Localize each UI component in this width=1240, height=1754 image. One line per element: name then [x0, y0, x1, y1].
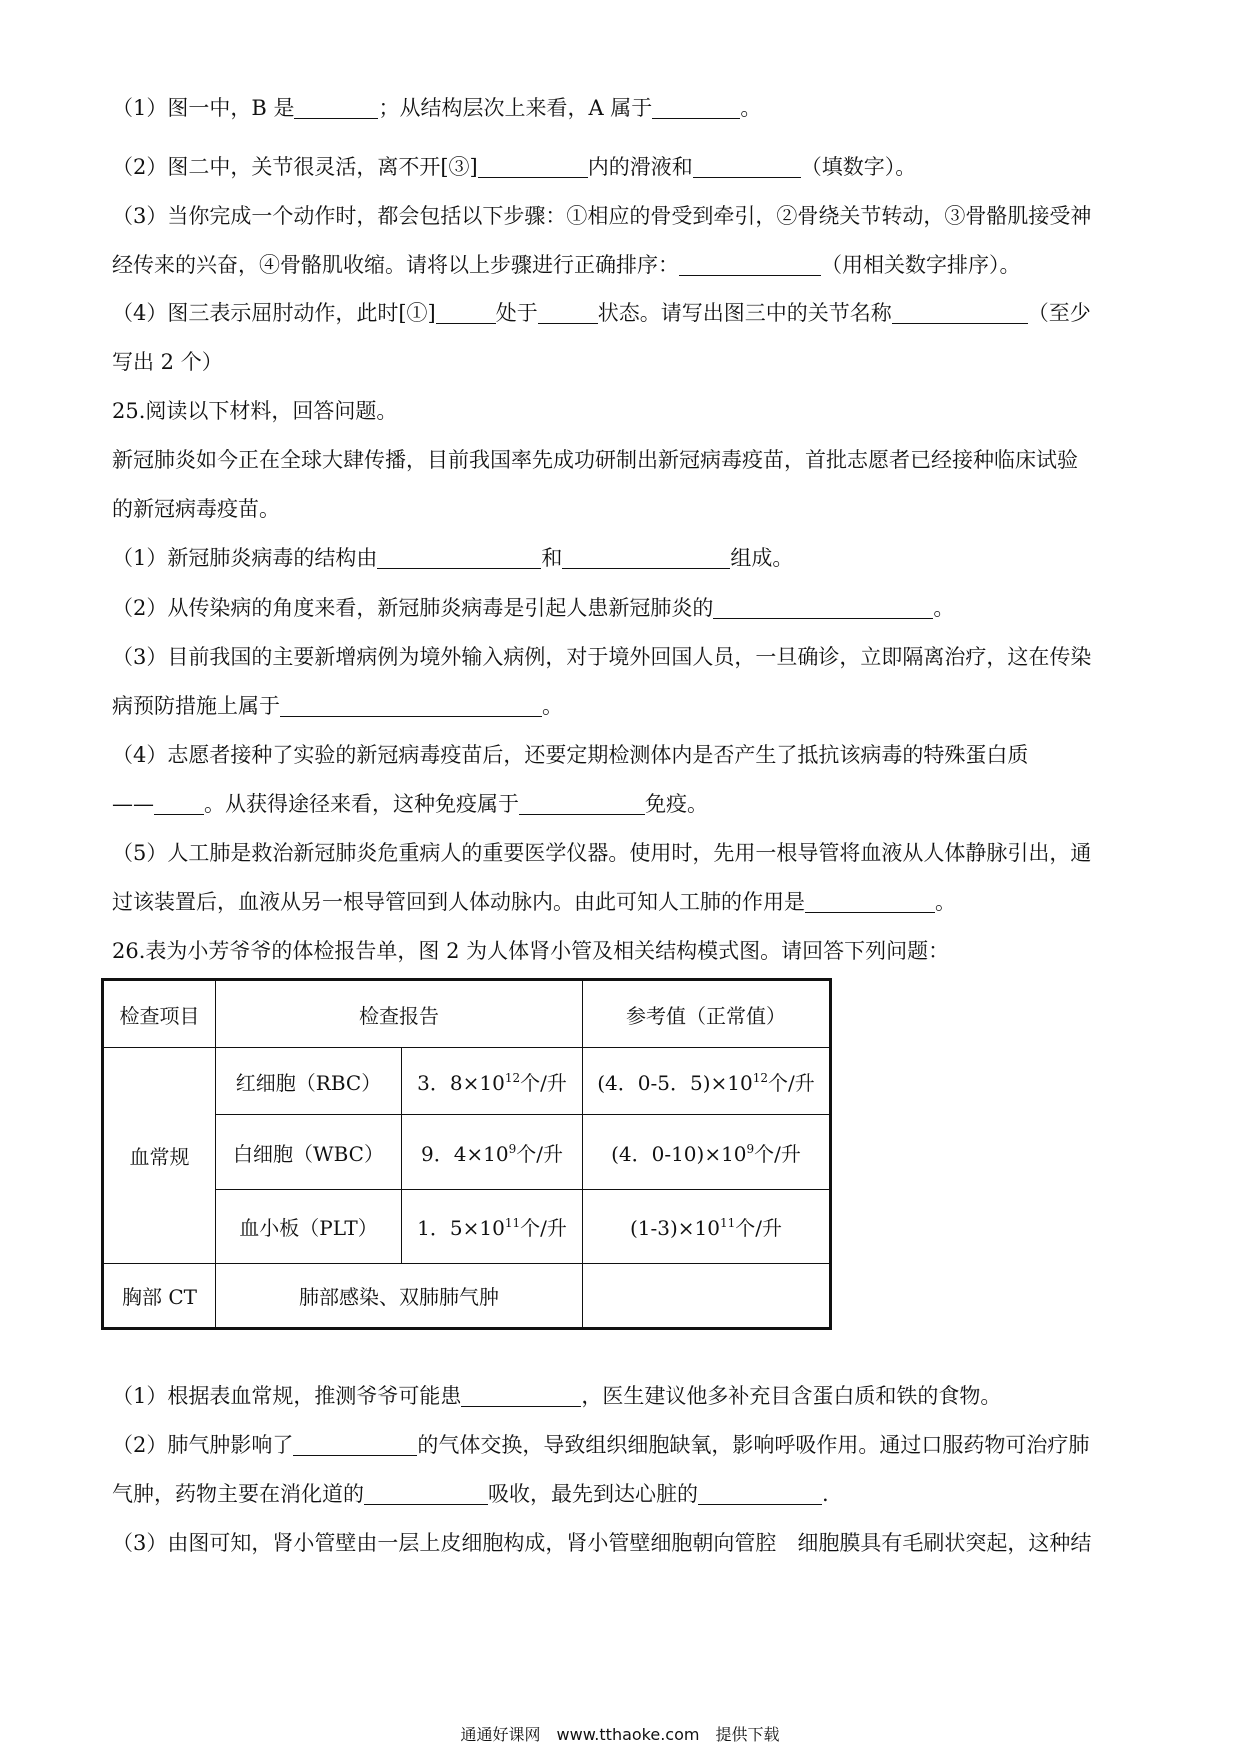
text: 状态。请写出图三中的关节名称 [597, 301, 892, 325]
ct-name: 胸部 CT [103, 1264, 216, 1329]
q25-part5-line2 [112, 887, 1132, 917]
plt-reference [583, 1190, 831, 1264]
text: 个/升 [735, 1216, 783, 1240]
header-report: 检查报告 [216, 980, 583, 1048]
q26-part2-line2 [112, 1479, 1132, 1509]
table-header-row [103, 980, 831, 1048]
q24-part3-line2 [112, 250, 1132, 280]
text: （4）图三表示屈肘动作，此时[①] [112, 301, 436, 325]
q26-title: 26.表为小芳爷爷的体检报告单，图 2 为人体肾小管及相关结构模式图。请回答下列问题： [112, 939, 950, 963]
rbc-value [402, 1048, 583, 1115]
text: 个/升 [768, 1070, 815, 1095]
text: 。 [935, 890, 956, 914]
wbc-name: 白细胞（WBC） [216, 1115, 402, 1190]
text: 处于 [495, 301, 538, 325]
text: （至少 [1027, 301, 1091, 325]
text: . [822, 1482, 829, 1506]
q25-part1 [112, 543, 1132, 573]
answer-blank [280, 694, 542, 717]
q25-material-line2: 的新冠病毒疫苗。 [112, 497, 280, 521]
wbc-value [402, 1115, 583, 1190]
answer-blank [478, 155, 588, 178]
q25-part3-line2 [112, 691, 1132, 721]
text: —— [112, 792, 154, 816]
plt-value [402, 1190, 583, 1264]
wbc-reference [583, 1115, 831, 1190]
q25-part2 [112, 593, 1132, 623]
text: 组成。 [730, 546, 794, 570]
text: （1）新冠肺炎病毒的结构由 [112, 546, 378, 570]
text: 内的滑液和 [587, 155, 693, 179]
exponent: 11 [720, 1216, 736, 1230]
answer-blank [652, 96, 740, 119]
q24-part3-line1: （3）当你完成一个动作时，都会包括以下步骤：①相应的骨受到牵引，②骨绕关节转动，③骨骼肌接受神 [112, 204, 1092, 228]
text: 的气体交换，导致组织细胞缺氧，影响呼吸作用。通过口服药物可治疗肺 [417, 1433, 1090, 1457]
rbc-reference [583, 1048, 831, 1115]
text: 。 [542, 694, 563, 718]
q24-part1 [112, 93, 1132, 123]
q25-part3-line1: （3）目前我国的主要新增病例为境外输入病例，对于境外回国人员，一旦确诊，立即隔离治疗，这在传染 [112, 645, 1092, 669]
text: （用相关数字排序）。 [821, 253, 1021, 277]
q26-part1 [112, 1381, 1132, 1411]
text: (4．0-10)×10 [611, 1141, 747, 1166]
text: (1-3)×10 [629, 1216, 720, 1240]
q24-part4-line1 [112, 298, 1132, 328]
health-report-table [101, 978, 832, 1330]
page-footer: 通通好课网 www.tthaoke.com 提供下载 [460, 1725, 780, 1744]
answer-blank [519, 792, 645, 815]
table-row-rbc [103, 1048, 831, 1115]
header-item: 检查项目 [103, 980, 216, 1048]
text: 免疫。 [645, 792, 708, 816]
answer-blank [693, 155, 801, 178]
text: ；从结构层次上来看，A 属于 [378, 96, 653, 120]
answer-blank [154, 792, 204, 815]
exponent: 12 [504, 1070, 521, 1085]
table-row-ct [103, 1264, 831, 1329]
answer-blank [461, 1384, 581, 1407]
text: （填数字）。 [800, 155, 917, 179]
answer-blank [805, 890, 935, 913]
answer-blank [538, 301, 598, 324]
answer-blank [713, 596, 933, 619]
answer-blank [679, 253, 821, 276]
q25-part4-line2 [112, 789, 1132, 819]
answer-blank [436, 301, 496, 324]
text: （2）肺气肿影响了 [112, 1433, 294, 1457]
text: 个/升 [516, 1141, 564, 1166]
q25-material-line1: 新冠肺炎如今正在全球大肆传播，目前我国率先成功研制出新冠病毒疫苗，首批志愿者已经接种临床试验 [112, 448, 1078, 472]
text: 3．8×10 [417, 1070, 505, 1095]
q25-part5-line1: （5）人工肺是救治新冠肺炎危重病人的重要医学仪器。使用时，先用一根导管将血液从人体静脉引出，通 [112, 841, 1092, 865]
header-reference: 参考值（正常值） [583, 980, 831, 1048]
text: 1．5×10 [417, 1216, 505, 1240]
answer-blank [562, 546, 730, 569]
q24-part4-line2: 写出 2 个） [112, 350, 223, 374]
text: （1）根据表血常规，推测爷爷可能患 [112, 1384, 462, 1408]
text: ，医生建议他多补充目含蛋白质和铁的食物。 [581, 1384, 1002, 1408]
text: （2）图二中，关节很灵活，离不开[③] [112, 155, 478, 179]
answer-blank [698, 1482, 822, 1505]
text: 个/升 [520, 1070, 567, 1095]
q26-part2-line1 [112, 1430, 1132, 1460]
q25-title: 25.阅读以下材料，回答问题。 [112, 399, 398, 423]
q25-part4-line1: （4）志愿者接种了实验的新冠病毒疫苗后，还要定期检测体内是否产生了抵抗该病毒的特殊蛋白质 [112, 743, 1029, 767]
text: 和 [541, 546, 563, 570]
text: 。 [933, 596, 955, 620]
answer-blank [364, 1482, 488, 1505]
ct-value: 肺部感染、双肺肺气肿 [216, 1264, 583, 1329]
q26-part3-line1: （3）由图可知，肾小管壁由一层上皮细胞构成，肾小管壁细胞朝向管腔 细胞膜具有毛刷状突起，这种结 [112, 1531, 1092, 1555]
text: 经传来的兴奋，④骨骼肌收缩。请将以上步骤进行正确排序： [112, 253, 679, 277]
plt-name: 血小板（PLT） [216, 1190, 402, 1264]
text: 个/升 [754, 1141, 801, 1166]
answer-blank [293, 1433, 417, 1456]
text: 。从获得途径来看，这种免疫属于 [204, 792, 519, 816]
text: (4．0-5．5)×10 [597, 1070, 753, 1095]
text: （2）从传染病的角度来看，新冠肺炎病毒是引起人患新冠肺炎的 [112, 596, 714, 620]
ct-reference [583, 1264, 831, 1329]
group-blood-routine: 血常规 [103, 1048, 216, 1264]
rbc-name: 红细胞（RBC） [216, 1048, 402, 1115]
text: 9．4×10 [420, 1141, 509, 1166]
text: 气肿，药物主要在消化道的 [112, 1482, 364, 1506]
text: 病预防措施上属于 [112, 694, 280, 718]
text: 个/升 [520, 1216, 567, 1240]
text: 。 [740, 96, 762, 120]
exponent: 11 [504, 1216, 521, 1230]
exponent: 12 [752, 1070, 768, 1085]
text: 过该装置后，血液从另一根导管回到人体动脉内。由此可知人工肺的作用是 [112, 890, 805, 914]
q24-part2 [112, 152, 1132, 182]
text: （1）图一中，B 是 [112, 96, 295, 120]
answer-blank [377, 546, 541, 569]
text: 吸收，最先到达心脏的 [488, 1482, 698, 1506]
answer-blank [294, 96, 378, 119]
exponent: 9 [746, 1141, 755, 1156]
answer-blank [892, 301, 1028, 324]
exponent: 9 [508, 1141, 517, 1156]
